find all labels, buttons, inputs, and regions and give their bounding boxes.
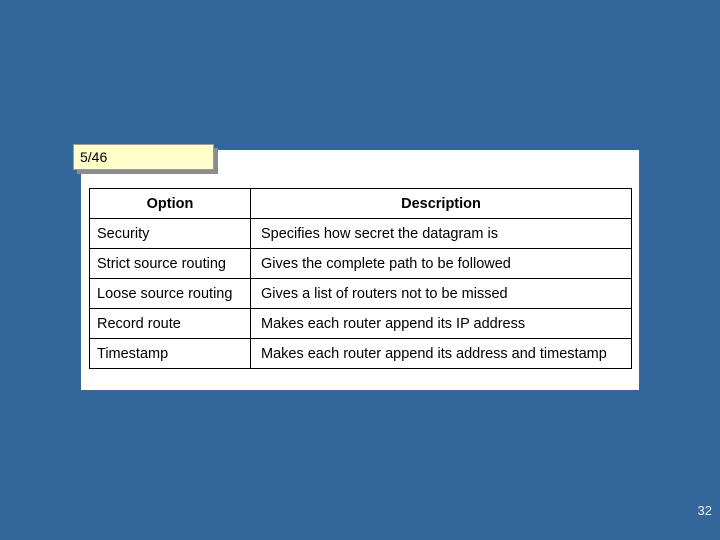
- description-cell: Makes each router append its IP address: [251, 309, 632, 339]
- table-row: [90, 339, 632, 369]
- header-option: Option: [90, 189, 251, 219]
- ip-options-table: [89, 188, 632, 369]
- option-cell: Record route: [90, 309, 251, 339]
- table-row: [90, 249, 632, 279]
- table-row: [90, 219, 632, 249]
- description-cell: Makes each router append its address and timestamp: [251, 339, 632, 369]
- header-description: Description: [251, 189, 632, 219]
- table-header-row: [90, 189, 632, 219]
- page-number: 32: [697, 503, 712, 518]
- description-cell: Gives a list of routers not to be missed: [251, 279, 632, 309]
- option-cell: Security: [90, 219, 251, 249]
- description-cell: Specifies how secret the datagram is: [251, 219, 632, 249]
- description-cell: Gives the complete path to be followed: [251, 249, 632, 279]
- table-row: [90, 279, 632, 309]
- option-cell: Timestamp: [90, 339, 251, 369]
- table-row: [90, 309, 632, 339]
- option-cell: Loose source routing: [90, 279, 251, 309]
- figure-tag: 5/46: [73, 144, 214, 170]
- option-cell: Strict source routing: [90, 249, 251, 279]
